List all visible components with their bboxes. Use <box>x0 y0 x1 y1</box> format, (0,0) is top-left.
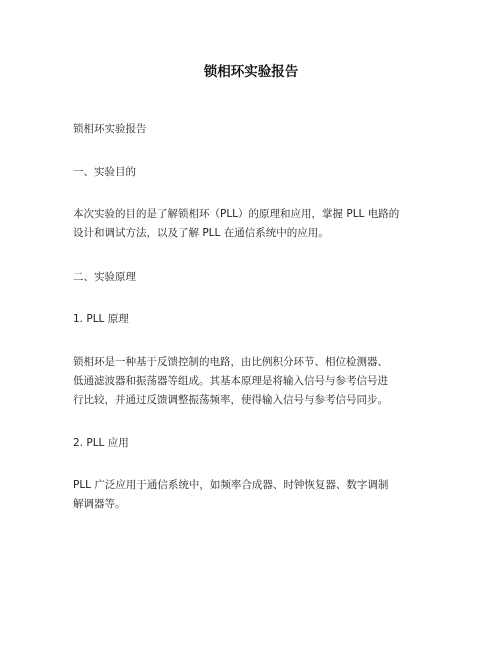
section-heading-principle: 二、实验原理 <box>73 271 136 283</box>
paragraph-line: 低通滤波器和振荡器等组成。其基本原理是将输入信号与参考信号进 <box>73 375 388 387</box>
paragraph-line: PLL 广泛应用于通信系统中，如频率合成器、时钟恢复器、数字调制 <box>73 479 389 491</box>
paragraph-line: 锁相环是一种基于反馈控制的电路，由比例积分环节、相位检测器、 <box>73 356 388 368</box>
subsection-heading-pll-application: 2. PLL 应用 <box>73 437 129 449</box>
paragraph-line: 设计和调试方法，以及了解 PLL 在通信系统中的应用。 <box>73 227 329 239</box>
subsection-heading-pll-principle: 1. PLL 原理 <box>73 313 129 325</box>
section-heading-purpose: 一、实验目的 <box>73 166 136 178</box>
paragraph-line: 行比较，并通过反馈调整振荡频率，使得输入信号与参考信号同步。 <box>73 394 388 406</box>
document-title: 锁相环实验报告 <box>203 64 299 80</box>
report-subtitle: 锁相环实验报告 <box>73 123 147 135</box>
paragraph-line: 解调器等。 <box>73 498 126 510</box>
pll-principle-paragraph <box>73 353 443 410</box>
paragraph-line: 本次实验的目的是了解锁相环（PLL）的原理和应用，掌握 PLL 电路的 <box>73 208 400 220</box>
purpose-paragraph <box>73 205 443 243</box>
pll-application-paragraph <box>73 476 443 514</box>
